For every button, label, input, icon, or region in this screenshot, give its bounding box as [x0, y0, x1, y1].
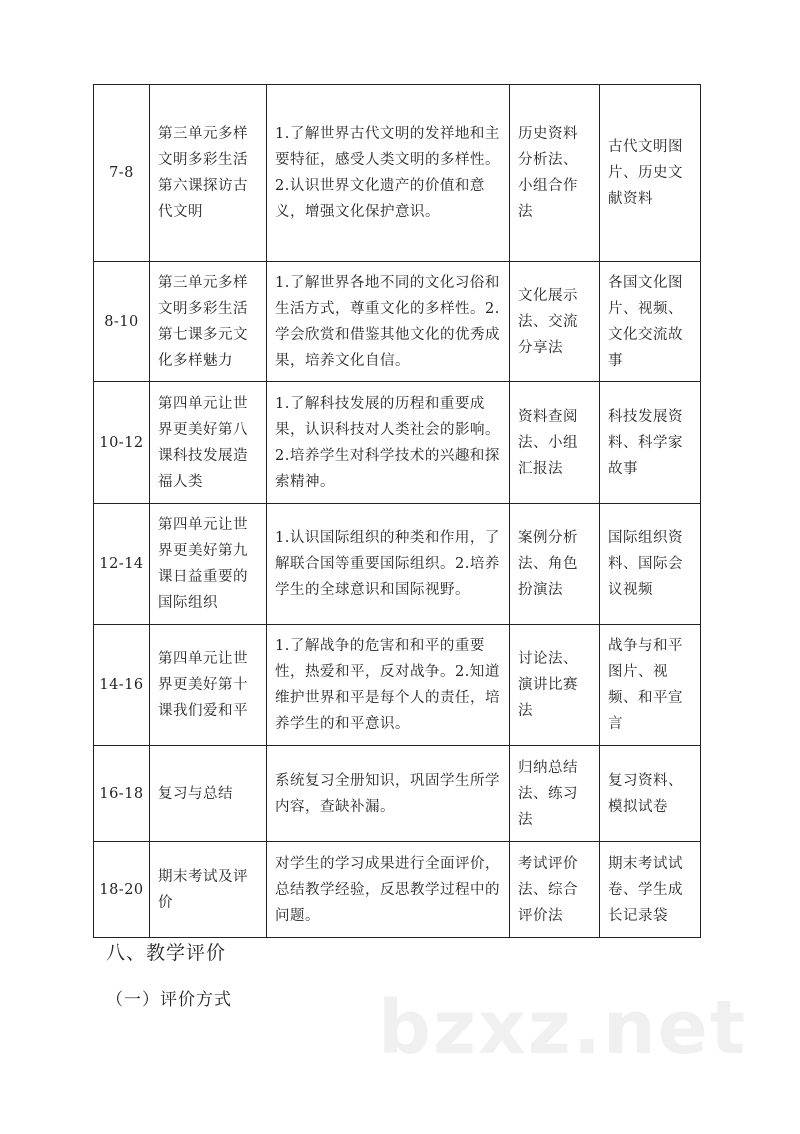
methods-cell: 归纳总结法、练习法 — [510, 746, 600, 842]
week-cell: 7-8 — [94, 85, 150, 262]
content-cell: 复习与总结 — [150, 746, 267, 842]
content-cell: 期末考试及评价 — [150, 842, 267, 938]
week-cell: 12-14 — [94, 504, 150, 625]
content-cell: 第三单元多样文明多彩生活第六课探访古代文明 — [150, 85, 267, 262]
week-cell: 8-10 — [94, 262, 150, 382]
methods-cell: 讨论法、演讲比赛法 — [510, 625, 600, 746]
objectives-cell: 1.了解世界古代文明的发祥地和主要特征，感受人类文明的多样性。2.认识世界文化遗产的价值和意义，增强文化保护意识。 — [267, 85, 510, 262]
table-row — [94, 382, 701, 504]
resources-cell: 国际组织资料、国际会议视频 — [600, 504, 701, 625]
table-row — [94, 842, 701, 938]
table-row — [94, 625, 701, 746]
teaching-schedule-table — [93, 84, 701, 938]
methods-cell: 案例分析法、角色扮演法 — [510, 504, 600, 625]
objectives-cell: 1.了解世界各地不同的文化习俗和生活方式，尊重文化的多样性。2.学会欣赏和借鉴其他文化的优秀成果，培养文化自信。 — [267, 262, 510, 382]
resources-cell: 古代文明图片、历史文献资料 — [600, 85, 701, 262]
objectives-cell: 1.了解战争的危害和和平的重要性，热爱和平，反对战争。2.知道维护世界和平是每个人的责任，培养学生的和平意识。 — [267, 625, 510, 746]
table-row — [94, 746, 701, 842]
methods-cell: 文化展示法、交流分享法 — [510, 262, 600, 382]
content-cell: 第四单元让世界更美好第九课日益重要的国际组织 — [150, 504, 267, 625]
watermark: bzxz.net — [378, 985, 748, 1071]
content-cell: 第四单元让世界更美好第十课我们爱和平 — [150, 625, 267, 746]
content-cell: 第四单元让世界更美好第八课科技发展造福人类 — [150, 382, 267, 504]
objectives-cell: 系统复习全册知识，巩固学生所学内容，查缺补漏。 — [267, 746, 510, 842]
resources-cell: 战争与和平图片、视频、和平宣言 — [600, 625, 701, 746]
week-cell: 16-18 — [94, 746, 150, 842]
methods-cell: 历史资料分析法、小组合作法 — [510, 85, 600, 262]
resources-cell: 期末考试试卷、学生成长记录袋 — [600, 842, 701, 938]
table-row — [94, 262, 701, 382]
resources-cell: 科技发展资料、科学家故事 — [600, 382, 701, 504]
section-subheading: （一）评价方式 — [106, 990, 232, 1010]
resources-cell: 各国文化图片、视频、文化交流故事 — [600, 262, 701, 382]
objectives-cell: 对学生的学习成果进行全面评价，总结教学经验，反思教学过程中的问题。 — [267, 842, 510, 938]
objectives-cell: 1.认识国际组织的种类和作用，了解联合国等重要国际组织。2.培养学生的全球意识和国际视野。 — [267, 504, 510, 625]
methods-cell: 资料查阅法、小组汇报法 — [510, 382, 600, 504]
week-cell: 18-20 — [94, 842, 150, 938]
methods-cell: 考试评价法、综合评价法 — [510, 842, 600, 938]
section-heading: 八、教学评价 — [106, 942, 227, 964]
content-cell: 第三单元多样文明多彩生活第七课多元文化多样魅力 — [150, 262, 267, 382]
table-row — [94, 504, 701, 625]
week-cell: 14-16 — [94, 625, 150, 746]
table-row — [94, 85, 701, 262]
objectives-cell: 1.了解科技发展的历程和重要成果，认识科技对人类社会的影响。2.培养学生对科学技术的兴趣和探索精神。 — [267, 382, 510, 504]
resources-cell: 复习资料、模拟试卷 — [600, 746, 701, 842]
week-cell: 10-12 — [94, 382, 150, 504]
